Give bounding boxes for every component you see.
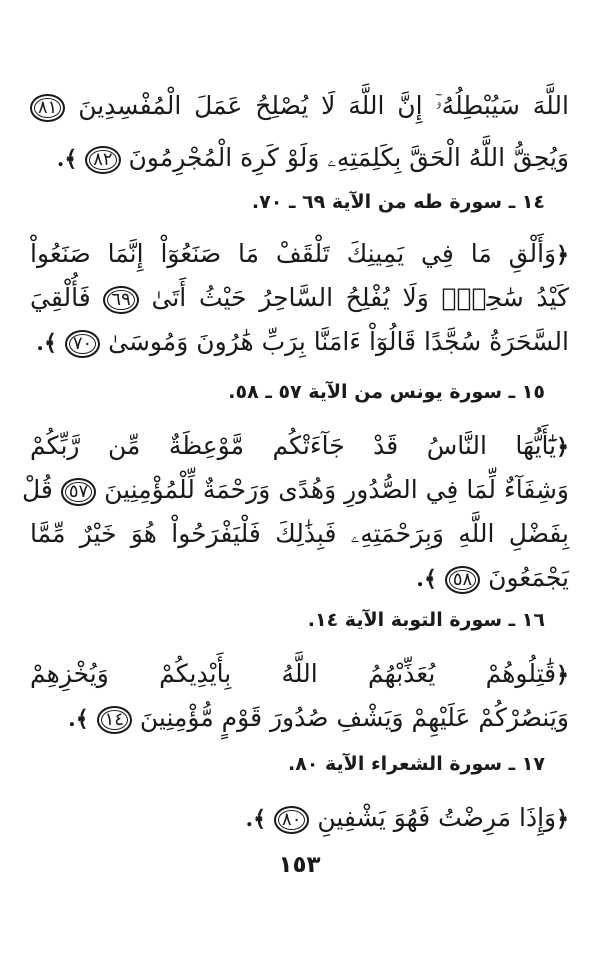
surah-heading: ١٤ ـ سورة طه من الآية ٦٩ ـ ٧٠. <box>251 191 545 213</box>
verse-line <box>30 130 569 186</box>
surah-heading: ١٧ ـ سورة الشعراء الآية ٨٠. <box>287 753 545 775</box>
verse-line <box>30 550 569 606</box>
ayah-number-marker: ٥٧ <box>61 478 96 506</box>
surah-heading: ١٦ ـ سورة التوبة الآية ١٤. <box>307 609 545 631</box>
verse-text: كَيْدُ سَٰحِرٍۖ وَلَا يُفْلِحُ السَّاحِرُ حَيْثُ أَتَىٰ <box>151 283 569 312</box>
ayah-number-marker: ٨٠ <box>274 806 309 834</box>
ayah-number-marker: ٥٨ <box>445 566 480 594</box>
closing-bracket: ﴾. <box>68 706 89 732</box>
ayah-number-marker: ٨١ <box>30 94 65 122</box>
opening-bracket: ﴿ <box>556 434 569 460</box>
verse-text: وَيُحِقُّ اللَّهُ الْحَقَّ بِكَلِمَتِهِۦ وَلَوْ كَرِهَ الْمُجْرِمُونَ <box>128 143 569 172</box>
ayah-number-marker: ١٤ <box>97 706 132 734</box>
verse-line <box>30 690 569 746</box>
opening-bracket: ﴿ <box>556 806 569 832</box>
verse-text: قَٰتِلُوهُمْ يُعَذِّبْهُمُ اللَّهُ بِأَيْدِيكُمْ وَيُخْزِهِمْ <box>30 659 557 688</box>
verse-text: وَإِذَا مَرِضْتُ فَهُوَ يَشْفِينِ <box>317 803 557 832</box>
closing-bracket: ﴾. <box>36 330 57 356</box>
ayah-number-marker: ٨٢ <box>85 146 120 174</box>
surah-heading: ١٥ ـ سورة يونس من الآية ٥٧ ـ ٥٨. <box>228 381 545 403</box>
verse-line <box>30 78 569 134</box>
closing-bracket: ﴾. <box>416 566 437 592</box>
page-number: ١٥٣ <box>278 852 321 878</box>
ayah-number-marker: ٧٠ <box>65 330 100 358</box>
verse-text: فَأُلْقِيَ <box>30 283 91 312</box>
verse-line <box>30 314 569 370</box>
verse-text: السَّحَرَةُ سُجَّدًا قَالُوٓاْ ءَامَنَّا بِرَبِّ هَٰرُونَ وَمُوسَىٰ <box>108 327 569 356</box>
closing-bracket: ﴾. <box>245 806 267 832</box>
verse-text: وَأَلْقِ مَا فِي يَمِينِكَ تَلْقَفْ مَا صَنَعُوٓاْ إِنَّمَا صَنَعُواْ <box>30 239 557 268</box>
verse-text: يَجْمَعُونَ <box>488 563 569 592</box>
verse-text: يَٰٓأَيُّهَا النَّاسُ قَدْ جَآءَتْكُم مَّوْعِظَةٌ مِّن رَّبِّكُمْ <box>30 431 557 460</box>
verse-text: قُلْ <box>21 475 53 504</box>
verse-text: بِفَضْلِ اللَّهِ وَبِرَحْمَتِهِۦ فَبِذَٰلِكَ فَلْيَفْرَحُواْ هُوَ خَيْرٌ مِّمَّا <box>30 519 569 548</box>
ayah-number-marker: ٦٩ <box>103 286 138 314</box>
verse-text: وَيَنصُرْكُمْ عَلَيْهِمْ وَيَشْفِ صُدُورَ قَوْمٍ مُّؤْمِنِينَ <box>139 703 569 732</box>
opening-bracket: ﴿ <box>556 242 569 268</box>
verse-text: اللَّهَ سَيُبْطِلُهُۥٓ إِنَّ اللَّهَ لَا يُصْلِحُ عَمَلَ الْمُفْسِدِينَ <box>78 91 569 120</box>
verse-text: وَشِفَآءٌ لِّمَا فِي الصُّدُورِ وَهُدًى وَرَحْمَةٌ لِّلْمُؤْمِنِينَ <box>104 475 569 504</box>
verse-line <box>30 790 569 846</box>
opening-bracket: ﴿ <box>556 662 569 688</box>
closing-bracket: ﴾. <box>56 146 78 172</box>
